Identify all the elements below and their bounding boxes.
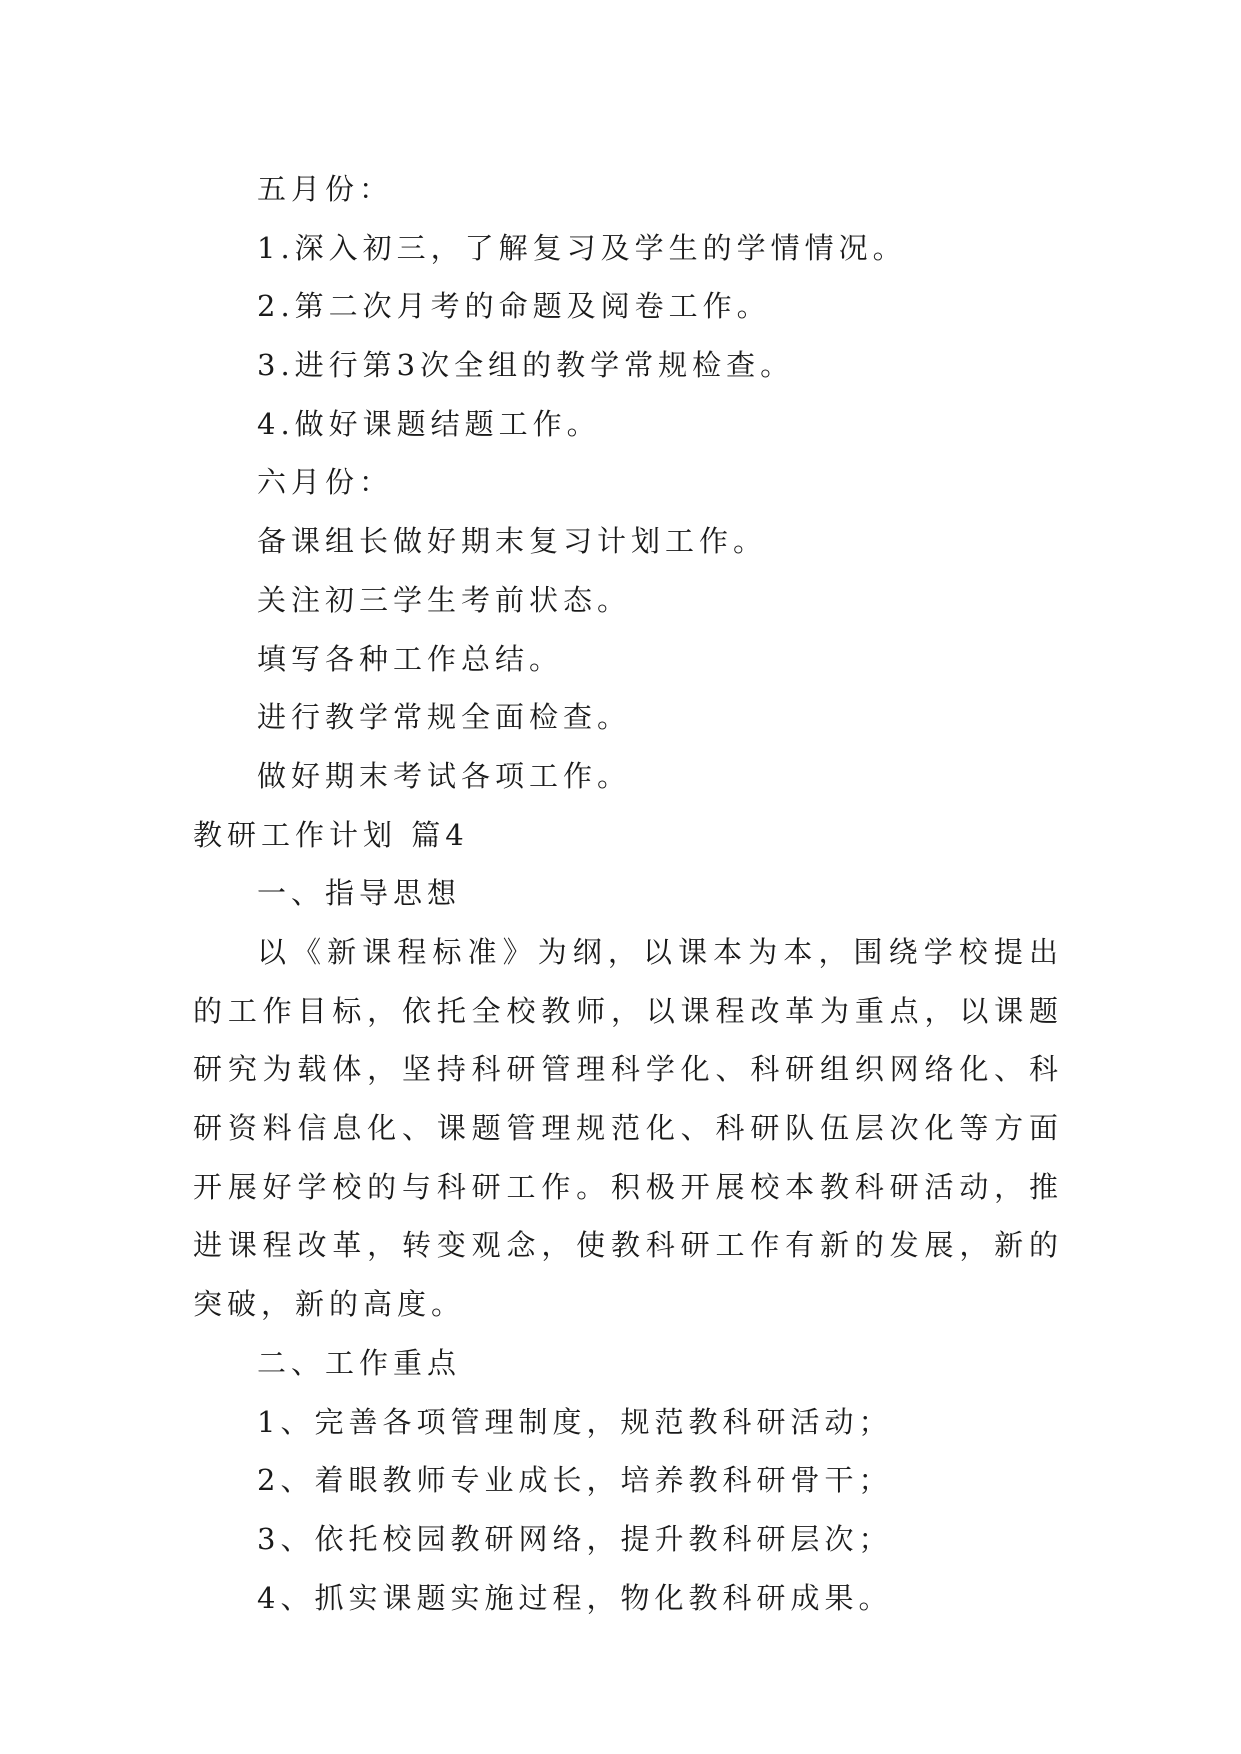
plan4-title: 教研工作计划 篇4 <box>193 817 469 852</box>
may-heading: 五月份： <box>257 172 394 206</box>
section2-item-3: 3、依托校园教研网络，提升教科研层次； <box>257 1521 893 1556</box>
june-item-4: 进行教学常规全面检查。 <box>257 700 632 735</box>
section1-paragraph: 以《新课程标准》为纲，以课本为本，围绕学校提出的工作目标，依托全校教师，以课程改革为重点，以课题研究为载体，坚持科研管理科学化、科研组织网络化、科研资料信息化、课题管理规范化、科研队伍层次化等方面开展好学校的与科研工作。积极开展校本教科研活动，推进课程改革，转变观念，使教科研工作有新的发展，新的突破，新的高度。 <box>193 934 1063 1322</box>
may-item-3: 3.进行第3次全组的教学常规检查。 <box>257 348 795 383</box>
june-item-3: 填写各种工作总结。 <box>257 641 564 676</box>
june-item-1: 备课组长做好期末复习计划工作。 <box>257 524 768 559</box>
may-item-2: 2.第二次月考的命题及阅卷工作。 <box>257 289 771 324</box>
section2-heading: 二、工作重点 <box>257 1345 462 1380</box>
section2-item-1: 1、完善各项管理制度，规范教科研活动； <box>257 1404 893 1439</box>
section2-item-2: 2、着眼教师专业成长，培养教科研骨干； <box>257 1463 893 1498</box>
document-body <box>193 160 1063 1627</box>
june-item-5: 做好期末考试各项工作。 <box>257 758 632 793</box>
may-item-1: 1.深入初三，了解复习及学生的学情情况。 <box>257 230 907 265</box>
june-heading: 六月份： <box>257 465 394 500</box>
section2-item-4: 4、抓实课题实施过程，物化教科研成果。 <box>257 1580 893 1615</box>
section1-heading: 一、指导思想 <box>257 876 462 911</box>
may-item-4: 4.做好课题结题工作。 <box>257 406 601 441</box>
june-item-2: 关注初三学生考前状态。 <box>257 582 632 617</box>
